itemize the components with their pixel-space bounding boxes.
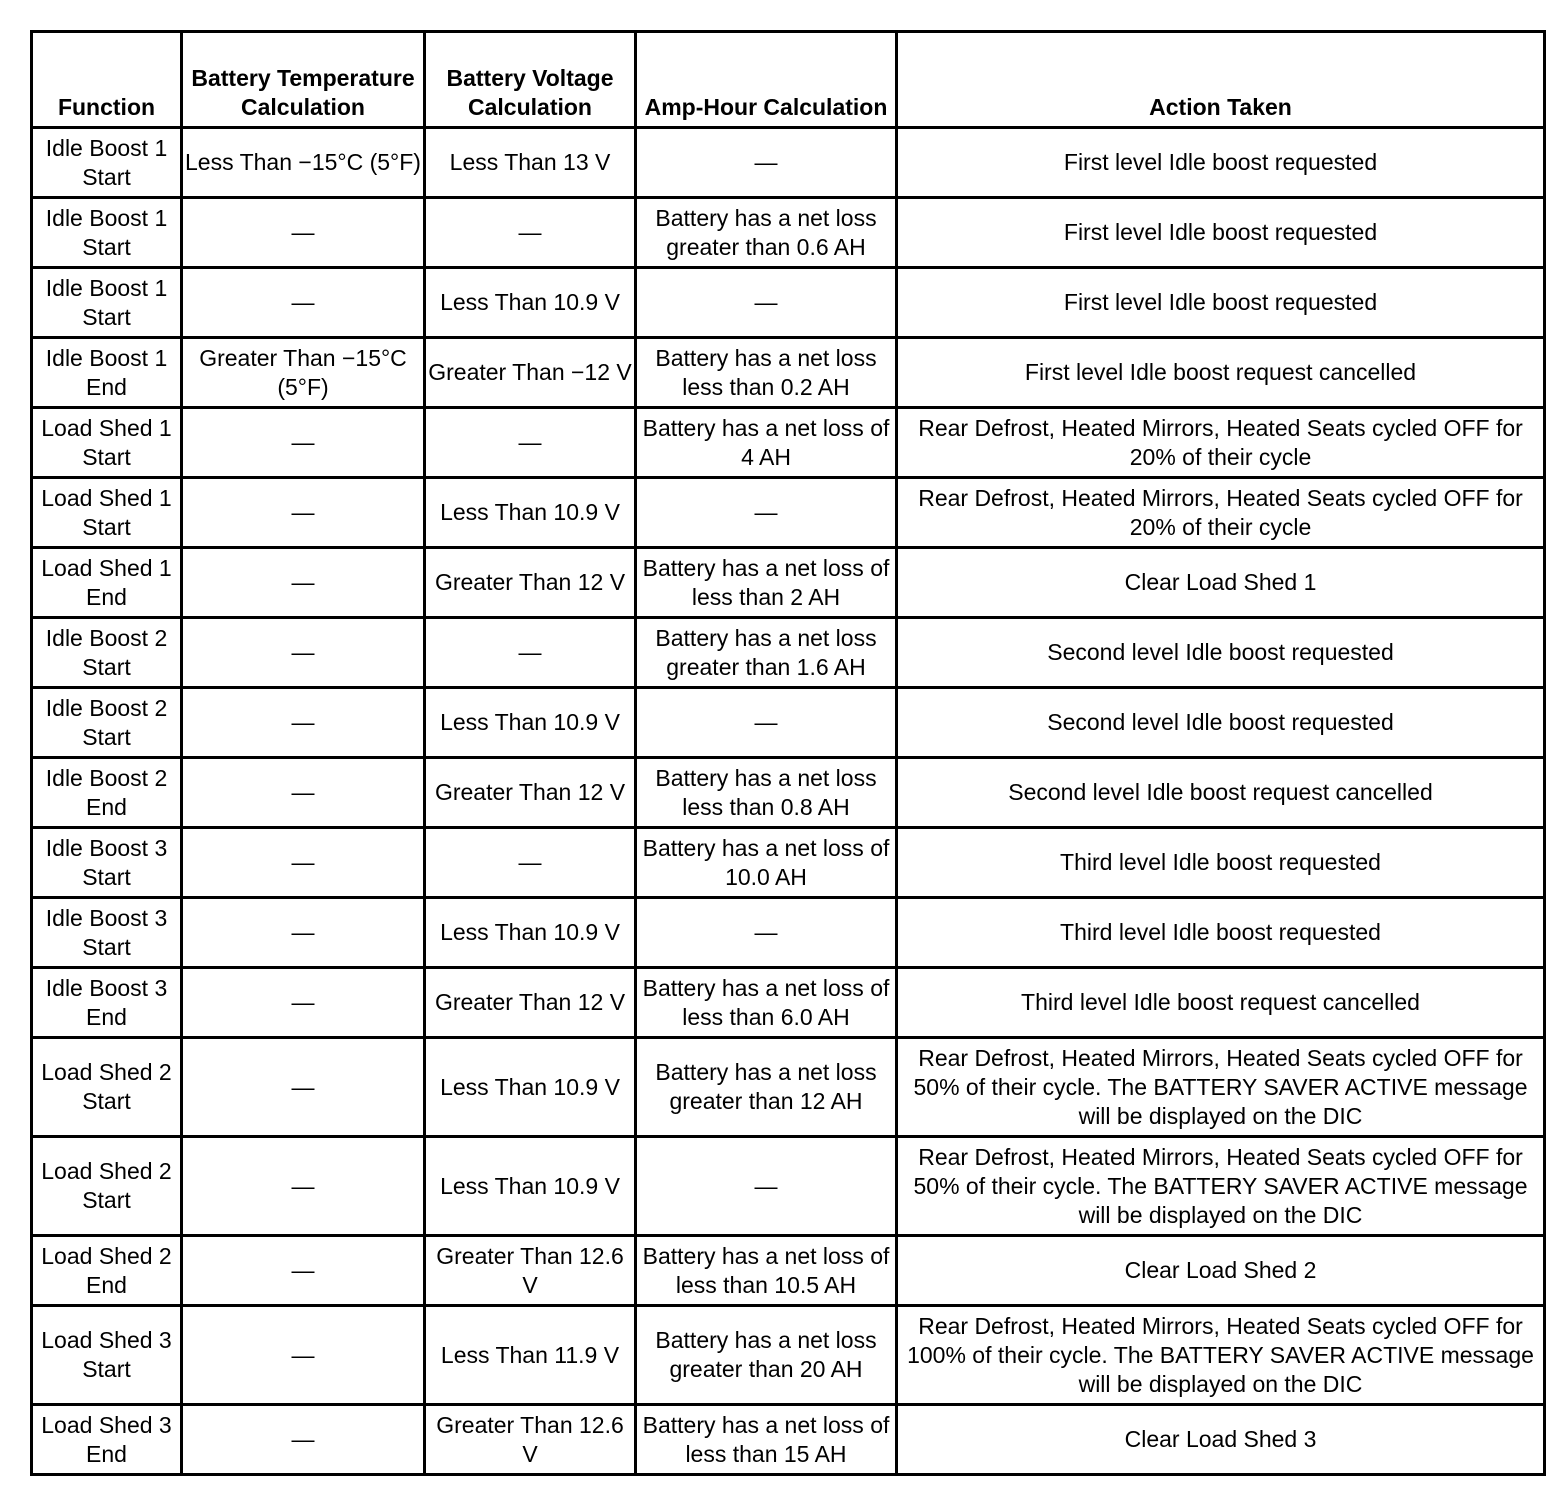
amp-hour-cell: Battery has a net loss greater than 12 AH	[636, 1038, 897, 1137]
function-cell: Load Shed 1 End	[32, 548, 182, 618]
battery-function-table	[30, 30, 1546, 1476]
amp-hour-cell: —	[636, 1137, 897, 1236]
temperature-cell: —	[182, 198, 425, 268]
voltage-cell: Less Than 10.9 V	[425, 1038, 636, 1137]
temperature-cell: —	[182, 618, 425, 688]
voltage-cell: Greater Than 12 V	[425, 548, 636, 618]
action-cell: Second level Idle boost requested	[897, 618, 1545, 688]
action-cell: Third level Idle boost requested	[897, 828, 1545, 898]
amp-hour-cell: —	[636, 268, 897, 338]
table-row	[32, 758, 1545, 828]
amp-hour-cell: Battery has a net loss greater than 20 AH	[636, 1306, 897, 1405]
action-cell: First level Idle boost requested	[897, 128, 1545, 198]
action-cell: First level Idle boost requested	[897, 268, 1545, 338]
amp-hour-cell: Battery has a net loss less than 0.2 AH	[636, 338, 897, 408]
table-row	[32, 898, 1545, 968]
temperature-cell: —	[182, 1038, 425, 1137]
action-cell: First level Idle boost request cancelled	[897, 338, 1545, 408]
action-cell: Clear Load Shed 2	[897, 1236, 1545, 1306]
temperature-cell: —	[182, 968, 425, 1038]
table-row	[32, 618, 1545, 688]
function-cell: Idle Boost 1 Start	[32, 198, 182, 268]
function-cell: Idle Boost 2 End	[32, 758, 182, 828]
table-row	[32, 1137, 1545, 1236]
amp-hour-cell: Battery has a net loss of less than 10.5 AH	[636, 1236, 897, 1306]
header-battery-temperature: Battery Temperature Calculation	[182, 32, 425, 128]
temperature-cell: —	[182, 478, 425, 548]
temperature-cell: —	[182, 1236, 425, 1306]
voltage-cell: Greater Than 12.6 V	[425, 1405, 636, 1475]
action-cell: Clear Load Shed 3	[897, 1405, 1545, 1475]
temperature-cell: Greater Than −15°C (5°F)	[182, 338, 425, 408]
temperature-cell: —	[182, 268, 425, 338]
amp-hour-cell: Battery has a net loss of 4 AH	[636, 408, 897, 478]
table-row	[32, 198, 1545, 268]
function-cell: Load Shed 3 End	[32, 1405, 182, 1475]
action-cell: Second level Idle boost requested	[897, 688, 1545, 758]
function-cell: Idle Boost 1 Start	[32, 128, 182, 198]
voltage-cell: Less Than 10.9 V	[425, 478, 636, 548]
table-row	[32, 338, 1545, 408]
action-cell: Clear Load Shed 1	[897, 548, 1545, 618]
table-row	[32, 548, 1545, 618]
action-cell: Third level Idle boost requested	[897, 898, 1545, 968]
voltage-cell: Less Than 10.9 V	[425, 1137, 636, 1236]
header-amp-hour: Amp-Hour Calculation	[636, 32, 897, 128]
table-row	[32, 1306, 1545, 1405]
temperature-cell: —	[182, 1137, 425, 1236]
function-cell: Load Shed 2 Start	[32, 1038, 182, 1137]
function-cell: Load Shed 1 Start	[32, 408, 182, 478]
temperature-cell: —	[182, 758, 425, 828]
table-row	[32, 1038, 1545, 1137]
voltage-cell: Greater Than −12 V	[425, 338, 636, 408]
function-cell: Idle Boost 3 Start	[32, 828, 182, 898]
amp-hour-cell: Battery has a net loss greater than 1.6 AH	[636, 618, 897, 688]
voltage-cell: Greater Than 12.6 V	[425, 1236, 636, 1306]
function-cell: Idle Boost 2 Start	[32, 618, 182, 688]
amp-hour-cell: Battery has a net loss less than 0.8 AH	[636, 758, 897, 828]
function-cell: Idle Boost 1 Start	[32, 268, 182, 338]
voltage-cell: —	[425, 828, 636, 898]
function-cell: Load Shed 2 Start	[32, 1137, 182, 1236]
table-row	[32, 1405, 1545, 1475]
header-battery-voltage: Battery Voltage Calculation	[425, 32, 636, 128]
table-row	[32, 408, 1545, 478]
action-cell: Rear Defrost, Heated Mirrors, Heated Seats cycled OFF for 50% of their cycle. The BATTERY SAVER ACTIVE message will be displayed on the DIC	[897, 1038, 1545, 1137]
voltage-cell: Less Than 10.9 V	[425, 898, 636, 968]
header-action-taken: Action Taken	[897, 32, 1545, 128]
temperature-cell: —	[182, 548, 425, 618]
header-row	[32, 32, 1545, 128]
table-row	[32, 688, 1545, 758]
action-cell: Second level Idle boost request cancelled	[897, 758, 1545, 828]
temperature-cell: —	[182, 898, 425, 968]
amp-hour-cell: Battery has a net loss of less than 15 AH	[636, 1405, 897, 1475]
amp-hour-cell: —	[636, 688, 897, 758]
temperature-cell: —	[182, 1306, 425, 1405]
voltage-cell: Less Than 10.9 V	[425, 688, 636, 758]
amp-hour-cell: Battery has a net loss of less than 2 AH	[636, 548, 897, 618]
temperature-cell: —	[182, 1405, 425, 1475]
function-cell: Load Shed 2 End	[32, 1236, 182, 1306]
function-cell: Load Shed 1 Start	[32, 478, 182, 548]
action-cell: Rear Defrost, Heated Mirrors, Heated Seats cycled OFF for 20% of their cycle	[897, 408, 1545, 478]
action-cell: Rear Defrost, Heated Mirrors, Heated Seats cycled OFF for 20% of their cycle	[897, 478, 1545, 548]
amp-hour-cell: —	[636, 478, 897, 548]
action-cell: Rear Defrost, Heated Mirrors, Heated Seats cycled OFF for 50% of their cycle. The BATTERY SAVER ACTIVE message will be displayed on the DIC	[897, 1137, 1545, 1236]
amp-hour-cell: —	[636, 128, 897, 198]
table-row	[32, 968, 1545, 1038]
function-cell: Idle Boost 1 End	[32, 338, 182, 408]
voltage-cell: —	[425, 618, 636, 688]
function-cell: Idle Boost 2 Start	[32, 688, 182, 758]
temperature-cell: —	[182, 828, 425, 898]
action-cell: Third level Idle boost request cancelled	[897, 968, 1545, 1038]
table-row	[32, 1236, 1545, 1306]
function-cell: Idle Boost 3 End	[32, 968, 182, 1038]
voltage-cell: —	[425, 408, 636, 478]
table-row	[32, 478, 1545, 548]
amp-hour-cell: —	[636, 898, 897, 968]
temperature-cell: —	[182, 408, 425, 478]
voltage-cell: Less Than 10.9 V	[425, 268, 636, 338]
action-cell: Rear Defrost, Heated Mirrors, Heated Seats cycled OFF for 100% of their cycle. The BATTERY SAVER ACTIVE message will be displayed on the DIC	[897, 1306, 1545, 1405]
function-cell: Idle Boost 3 Start	[32, 898, 182, 968]
temperature-cell: —	[182, 688, 425, 758]
header-function: Function	[32, 32, 182, 128]
voltage-cell: Greater Than 12 V	[425, 758, 636, 828]
temperature-cell: Less Than −15°C (5°F)	[182, 128, 425, 198]
voltage-cell: Less Than 11.9 V	[425, 1306, 636, 1405]
voltage-cell: Less Than 13 V	[425, 128, 636, 198]
voltage-cell: —	[425, 198, 636, 268]
action-cell: First level Idle boost requested	[897, 198, 1545, 268]
amp-hour-cell: Battery has a net loss of 10.0 AH	[636, 828, 897, 898]
table-row	[32, 268, 1545, 338]
amp-hour-cell: Battery has a net loss greater than 0.6 AH	[636, 198, 897, 268]
table-row	[32, 128, 1545, 198]
amp-hour-cell: Battery has a net loss of less than 6.0 AH	[636, 968, 897, 1038]
function-cell: Load Shed 3 Start	[32, 1306, 182, 1405]
voltage-cell: Greater Than 12 V	[425, 968, 636, 1038]
table-row	[32, 828, 1545, 898]
